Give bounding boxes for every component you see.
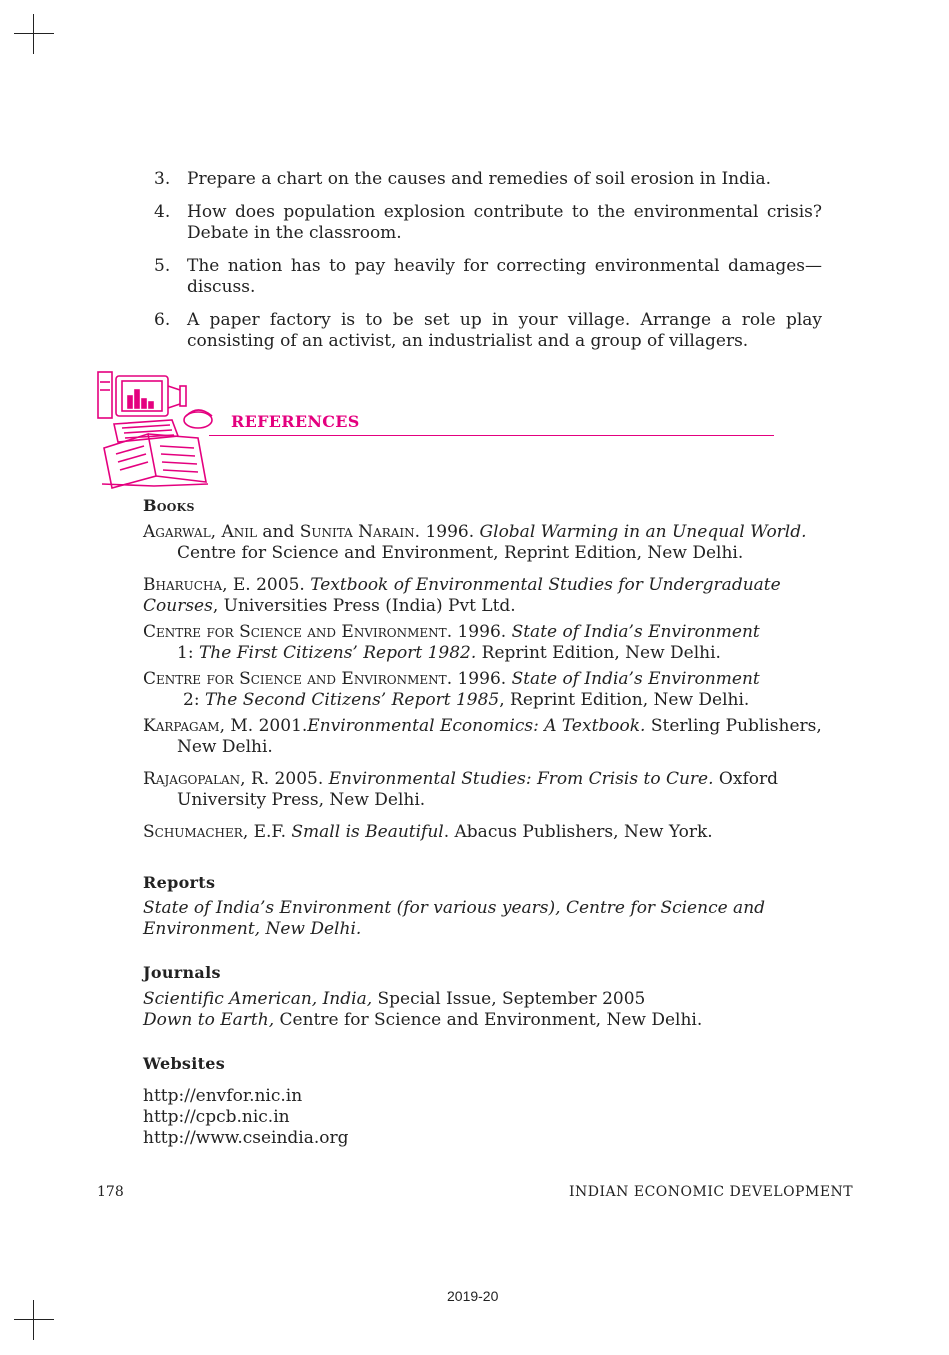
book-year: , R. 2005. [240, 769, 329, 789]
book-publisher: , Universities Press (India) Pvt Ltd. [212, 596, 516, 616]
journal-details: Centre for Science and Environment, New Delhi. [274, 1010, 703, 1030]
book-author: Sunita Narain [299, 522, 415, 542]
book-author: Schumacher [143, 822, 243, 842]
book-author: Centre for Science and Environment [143, 622, 447, 642]
book-entry [143, 522, 823, 564]
crop-mark-bottom-left [14, 1300, 54, 1340]
book-year: . 1996. [446, 669, 512, 689]
book-publisher: Reprint Edition, New Delhi. [476, 643, 721, 663]
book-title: Environmental Studies: From Crisis to Cure. [328, 769, 714, 789]
question-4 [154, 202, 822, 244]
book-publisher-city: University Press, New Delhi. [177, 790, 426, 810]
books-heading: Books [143, 496, 195, 515]
book-author: Karpagam [143, 716, 220, 736]
references-rule [209, 435, 774, 436]
book-volume: 1: [177, 643, 199, 663]
journal-entry [143, 1010, 823, 1031]
book-entry [143, 575, 823, 617]
book-title: Environmental Economics: A Textbook. [307, 716, 646, 736]
question-3 [154, 169, 822, 190]
question-6 [154, 310, 822, 352]
book-title: Global Warming in an Unequal World. [479, 522, 807, 542]
book-title: State of India’s Environment [511, 622, 760, 642]
computer-and-books-icon [94, 368, 224, 492]
book-year: , E.F. [242, 822, 292, 842]
book-year: . 1996. [414, 522, 480, 542]
question-number: 4. [154, 202, 171, 222]
book-year: , M. 2001. [219, 716, 308, 736]
book-publisher: Centre for Science and Environment, Reprint Edition, New Delhi. [177, 543, 744, 563]
book-volume: 2: [183, 690, 205, 710]
book-year: , E. 2005. [222, 575, 311, 595]
book-entry [143, 822, 823, 843]
question-number: 6. [154, 310, 171, 330]
journal-title: Scientific American, India, [143, 989, 373, 1009]
book-title: State of India’s Environment [511, 669, 760, 689]
website-link[interactable]: http://www.cseindia.org [143, 1128, 349, 1148]
journal-title: Down to Earth, [143, 1010, 275, 1030]
journals-heading: Journals [143, 963, 221, 982]
book-author: Rajagopalan [143, 769, 241, 789]
book-author: Centre for Science and Environment [143, 669, 447, 689]
book-entry [143, 769, 823, 811]
running-title: INDIAN ECONOMIC DEVELOPMENT [569, 1184, 854, 1200]
book-subtitle: The Second Citizens’ Report 1985 [204, 690, 500, 710]
book-title: Textbook of Environmental Studies for Undergraduate Courses [143, 575, 781, 616]
journal-details: Special Issue, September 2005 [372, 989, 646, 1009]
book-year: . 1996. [446, 622, 512, 642]
book-author: Bharucha [143, 575, 223, 595]
book-entry [143, 716, 823, 758]
page-number: 178 [97, 1184, 124, 1200]
book-title: Small is Beautiful [291, 822, 444, 842]
book-publisher: . Abacus Publishers, New York. [443, 822, 713, 842]
question-text: A paper factory is to be set up in your village. Arrange a role play consisting of an activist, an industrialist and a group of villagers. [187, 310, 822, 351]
crop-mark-top-left [14, 14, 54, 54]
book-connector: and [256, 522, 300, 542]
question-number: 5. [154, 256, 171, 276]
question-number: 3. [154, 169, 171, 189]
year-label: 2019-20 [447, 1288, 499, 1304]
book-entry [143, 669, 823, 711]
websites-heading: Websites [143, 1054, 226, 1073]
website-link[interactable]: http://envfor.nic.in [143, 1086, 303, 1106]
book-publisher: Sterling Publishers, [645, 716, 822, 736]
references-heading: REFERENCES [231, 412, 360, 431]
book-publisher: , Reprint Edition, New Delhi. [499, 690, 750, 710]
book-subtitle: The First Citizens’ Report 1982. [198, 643, 477, 663]
question-text: Prepare a chart on the causes and remedies of soil erosion in India. [187, 169, 771, 189]
reports-heading: Reports [143, 873, 216, 892]
question-text: The nation has to pay heavily for correcting environmental damages— discuss. [187, 256, 822, 297]
book-entry [143, 622, 823, 664]
book-author: Agarwal, Anil [143, 522, 257, 542]
book-publisher: Oxford [713, 769, 778, 789]
reports-text: State of India’s Environment (for various years), Centre for Science and Environment, New Delhi. [143, 898, 766, 939]
journal-entry [143, 989, 823, 1010]
question-text: How does population explosion contribute to the environmental crisis? Debate in the classroom. [187, 202, 822, 243]
website-link[interactable]: http://cpcb.nic.in [143, 1107, 290, 1127]
question-5 [154, 256, 822, 298]
book-publisher-city: New Delhi. [177, 737, 273, 757]
